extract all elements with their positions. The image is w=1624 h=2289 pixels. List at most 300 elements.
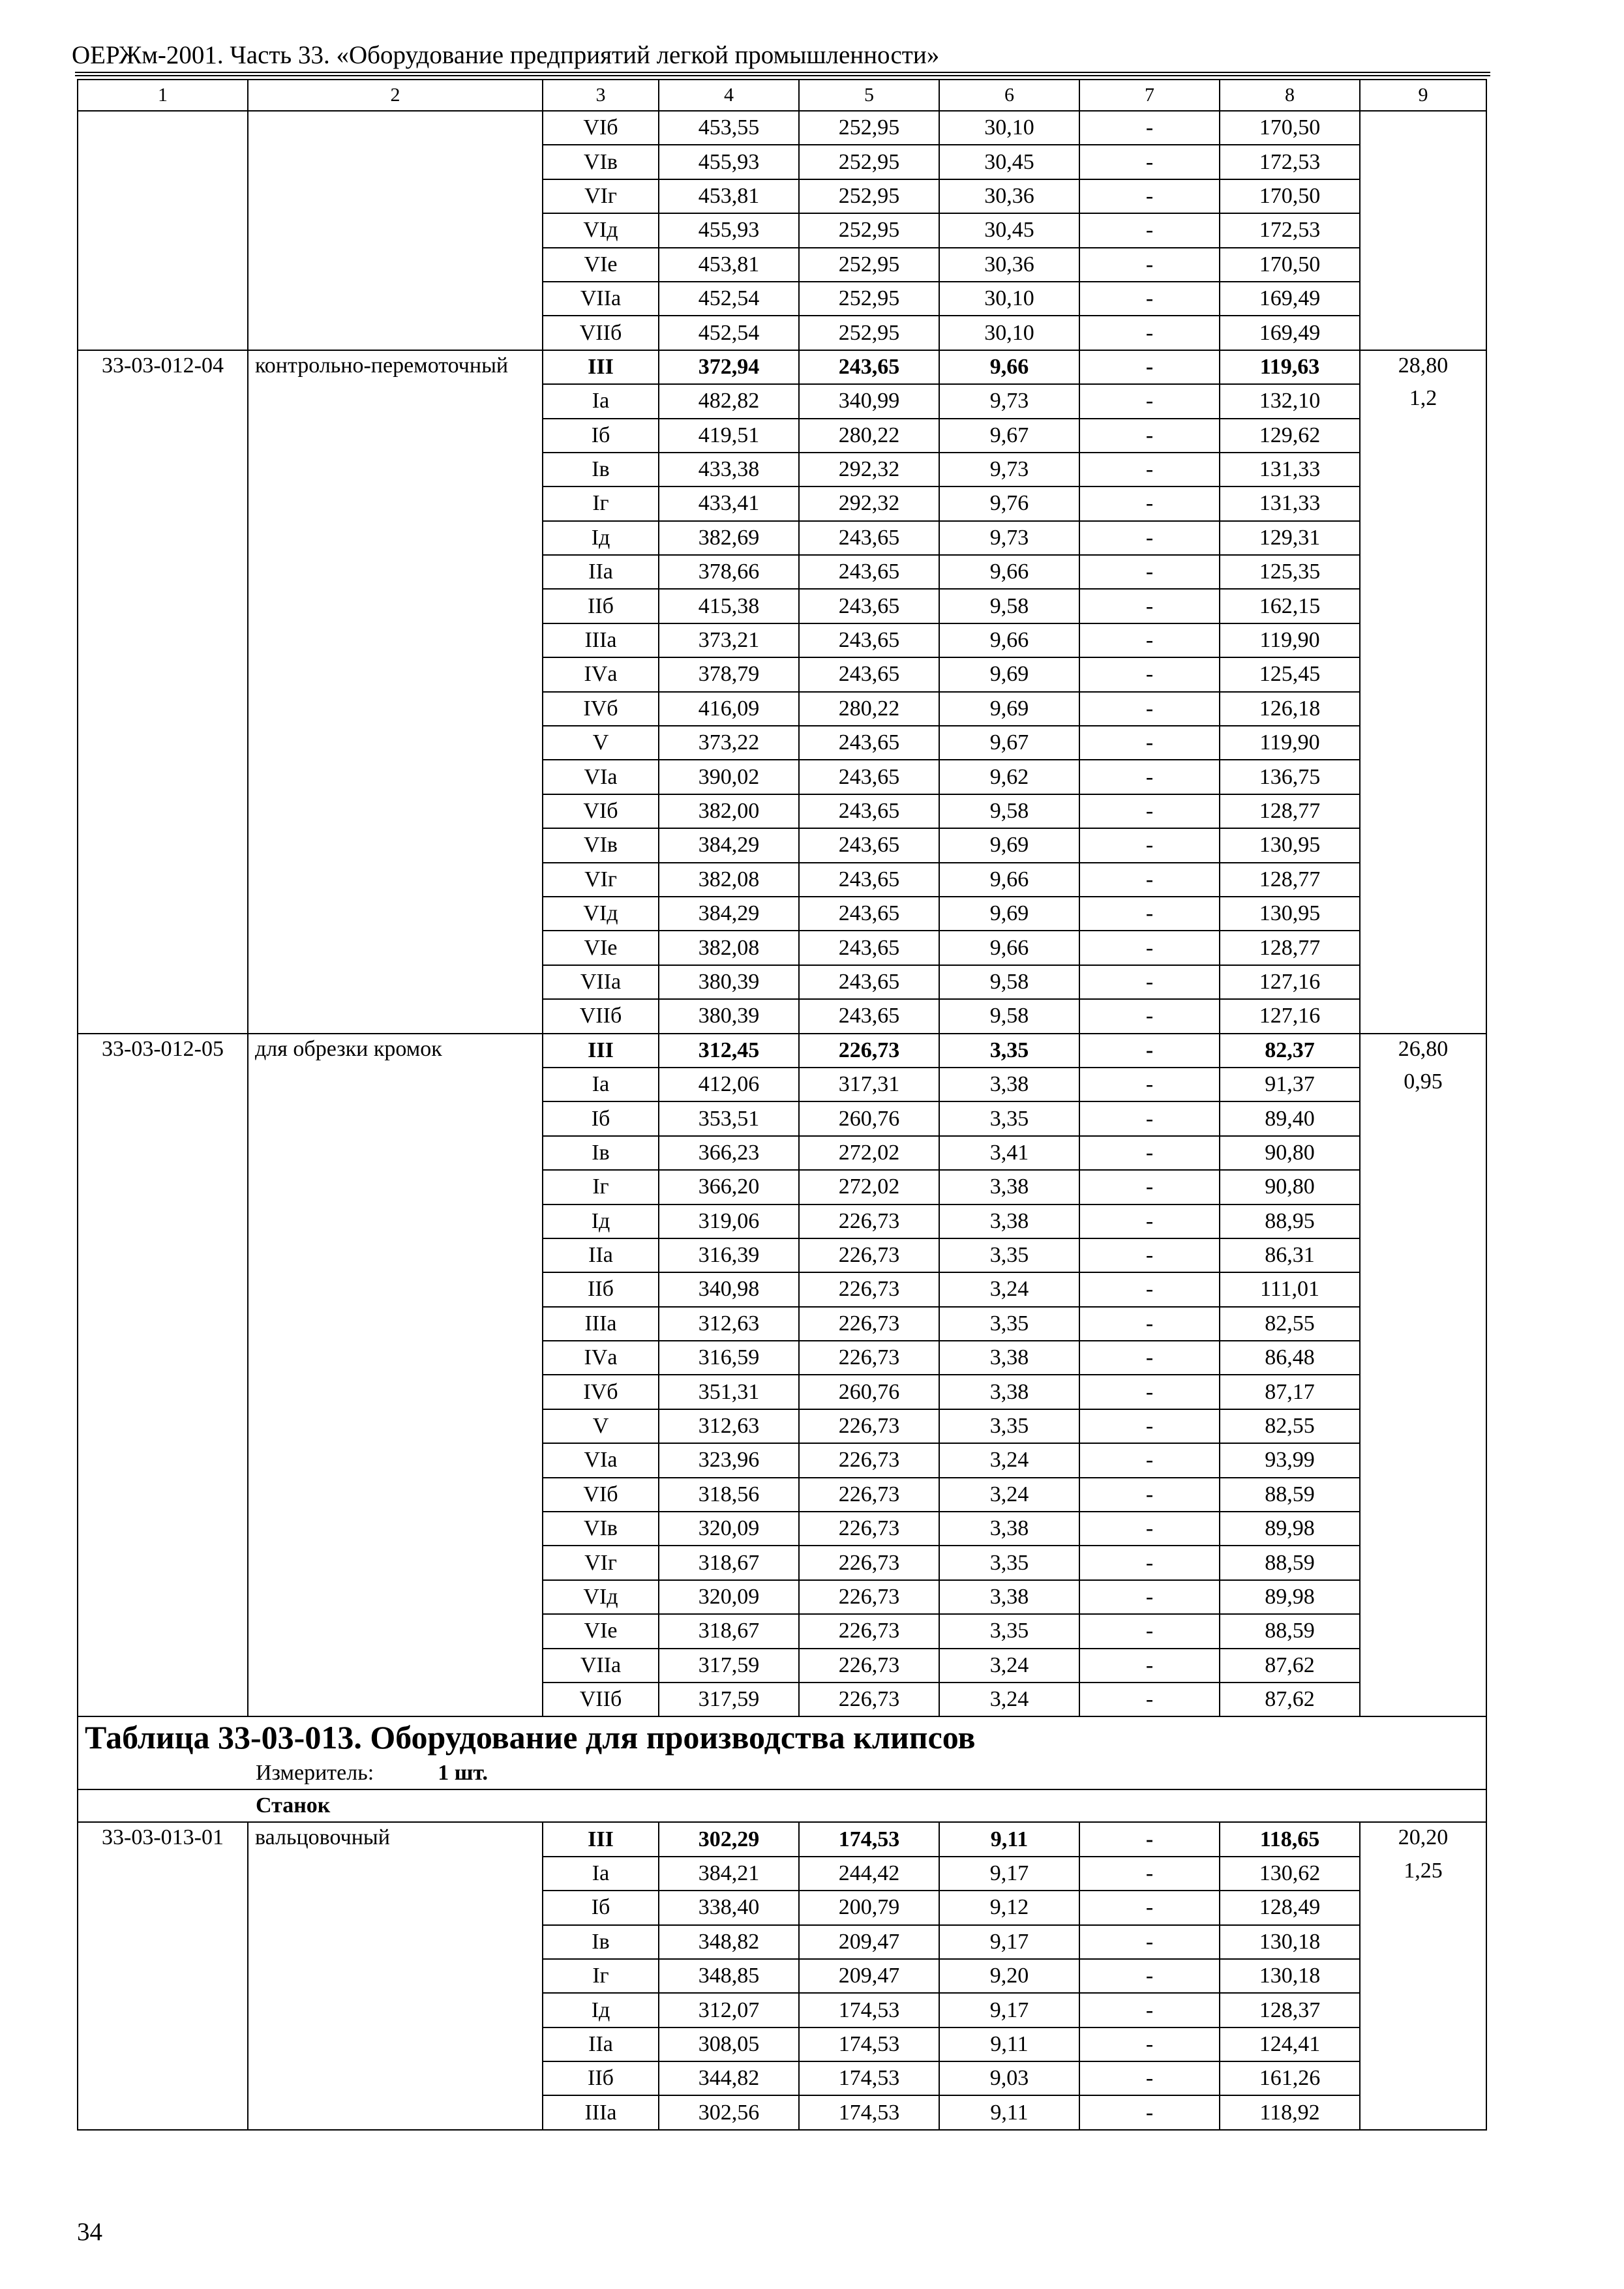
table-cell: 3,35 [939,1409,1079,1443]
table-cell: 9,03 [939,2061,1079,2095]
column9-cell [1360,1822,1486,2130]
table-cell: - [1079,2061,1220,2095]
table-cell: 226,73 [799,1204,939,1238]
table-cell: 3,35 [939,1101,1079,1135]
table-cell: VIIб [543,316,659,350]
table-cell: - [1079,1891,1220,1924]
table-cell: - [1079,897,1220,931]
column9-value: 26,80 [1398,1036,1449,1061]
table-cell: IVб [543,692,659,726]
table-cell: 172,53 [1220,213,1360,247]
table-cell: 382,00 [659,794,799,828]
table-cell: 3,38 [939,1375,1079,1409]
table-cell: 9,58 [939,965,1079,999]
table-cell: 170,50 [1220,111,1360,145]
table-cell: 132,10 [1220,384,1360,418]
table-cell: VIе [543,931,659,965]
table-cell: 243,65 [799,931,939,965]
table-cell: 9,66 [939,931,1079,965]
table-cell: 316,59 [659,1341,799,1375]
table-cell: VIд [543,213,659,247]
table-cell: - [1079,1614,1220,1648]
table-cell: 453,81 [659,179,799,213]
table-cell: 200,79 [799,1891,939,1924]
table-cell: 172,53 [1220,145,1360,179]
table-cell: 380,39 [659,965,799,999]
page-number: 34 [77,2218,102,2246]
table-cell: 9,11 [939,2095,1079,2129]
table-cell: 366,23 [659,1136,799,1170]
table-title: Таблица 33-03-013. Оборудование для производства клипсов [78,1716,1486,1758]
table-cell: IIб [543,589,659,623]
table-cell: - [1079,1580,1220,1614]
table-cell: 318,67 [659,1614,799,1648]
table-cell: III [543,350,659,384]
table-cell: 252,95 [799,145,939,179]
table-cell: 226,73 [799,1272,939,1306]
table-cell: 252,95 [799,282,939,316]
table-cell: 128,77 [1220,931,1360,965]
table-cell: 9,69 [939,692,1079,726]
table-cell: 318,56 [659,1478,799,1512]
table-cell: 260,76 [799,1375,939,1409]
table-cell: 125,35 [1220,555,1360,589]
table-cell: 317,59 [659,1683,799,1716]
table-cell: VIг [543,179,659,213]
table-cell: IIа [543,555,659,589]
table-cell: - [1079,657,1220,691]
table-cell: 91,37 [1220,1068,1360,1101]
column-number: 4 [659,80,799,111]
table-cell: 351,31 [659,1375,799,1409]
equipment-name: контрольно-перемоточный [248,350,543,1034]
table-cell: 129,62 [1220,419,1360,453]
table-cell: VIг [543,1546,659,1579]
table-cell: VIв [543,145,659,179]
table-cell: 82,55 [1220,1409,1360,1443]
table-cell: VIв [543,828,659,862]
table-cell: IVа [543,657,659,691]
table-cell: - [1079,2027,1220,2061]
table-cell: 384,21 [659,1857,799,1891]
table-cell: - [1079,760,1220,794]
table-cell: 452,54 [659,282,799,316]
table-cell: 9,20 [939,1959,1079,1993]
table-cell: VIа [543,760,659,794]
table-cell: 243,65 [799,521,939,555]
table-cell: 226,73 [799,1034,939,1068]
table-cell: 353,51 [659,1101,799,1135]
table-cell: V [543,726,659,760]
column-number: 5 [799,80,939,111]
table-cell: 170,50 [1220,179,1360,213]
table-cell: 280,22 [799,692,939,726]
table-cell: 320,09 [659,1512,799,1546]
table-cell: 226,73 [799,1614,939,1648]
table-cell: - [1079,1683,1220,1716]
table-cell: - [1079,1649,1220,1683]
table-cell: 453,81 [659,248,799,282]
table-cell: 243,65 [799,555,939,589]
table-cell: 170,50 [1220,248,1360,282]
table-cell: 453,55 [659,111,799,145]
table-cell: 130,18 [1220,1925,1360,1959]
table-cell: 88,59 [1220,1614,1360,1648]
table-cell: 312,63 [659,1409,799,1443]
table-cell: IIб [543,1272,659,1306]
table-cell: 226,73 [799,1512,939,1546]
table-cell: 433,38 [659,453,799,486]
table-cell: 373,22 [659,726,799,760]
table-cell: - [1079,1857,1220,1891]
table-cell: - [1079,213,1220,247]
table-cell: 415,38 [659,589,799,623]
table-cell: - [1079,384,1220,418]
table-cell: IIIа [543,1307,659,1341]
column9-value: 20,20 [1398,1825,1449,1850]
table-cell: - [1079,145,1220,179]
table-cell: 243,65 [799,863,939,897]
table-cell: - [1079,1238,1220,1272]
table-cell: 382,08 [659,931,799,965]
table-cell: VIб [543,1478,659,1512]
table-cell: 30,36 [939,248,1079,282]
table-cell: 9,69 [939,828,1079,862]
table-cell: 9,66 [939,623,1079,657]
table-cell: 129,31 [1220,521,1360,555]
table-cell: 3,38 [939,1204,1079,1238]
table-cell: 243,65 [799,897,939,931]
table-cell: 3,41 [939,1136,1079,1170]
name-cell [248,111,543,350]
table-cell: 260,76 [799,1101,939,1135]
table-cell: 30,36 [939,179,1079,213]
equipment-name: для обрезки кромок [248,1034,543,1717]
column-number: 9 [1360,80,1486,111]
table-cell: - [1079,179,1220,213]
measure-row [78,1758,1486,1789]
table-cell: Iд [543,1993,659,2027]
table-cell: VIе [543,248,659,282]
table-cell: VIд [543,1580,659,1614]
table-cell: - [1079,1170,1220,1204]
table-cell: 452,54 [659,316,799,350]
table-cell: 3,35 [939,1307,1079,1341]
table-cell: - [1079,1512,1220,1546]
table-cell: V [543,1409,659,1443]
table-cell: 317,31 [799,1068,939,1101]
table-cell: IIIа [543,623,659,657]
table-cell: 9,76 [939,486,1079,520]
table-cell: Iа [543,384,659,418]
table-cell: 416,09 [659,692,799,726]
table-cell: 136,75 [1220,760,1360,794]
table-cell: 89,40 [1220,1101,1360,1135]
column-numbers-row [78,80,1486,111]
table-cell: Iв [543,1925,659,1959]
table-cell: 226,73 [799,1546,939,1579]
table-cell: 3,24 [939,1272,1079,1306]
table-cell: 169,49 [1220,316,1360,350]
table-cell: VIIа [543,1649,659,1683]
table-cell: 9,11 [939,2027,1079,2061]
table-cell: 3,24 [939,1649,1079,1683]
table-cell: VIе [543,1614,659,1648]
table-cell: VIг [543,863,659,897]
table-cell: 87,17 [1220,1375,1360,1409]
table-cell: 128,77 [1220,794,1360,828]
table-cell: VIд [543,897,659,931]
table-cell: Iг [543,1170,659,1204]
table-cell: - [1079,863,1220,897]
table-cell: III [543,1034,659,1068]
table-cell: Iд [543,521,659,555]
table-row [78,111,1486,145]
table-cell: IVа [543,1341,659,1375]
table-cell: - [1079,1478,1220,1512]
table-cell: 382,69 [659,521,799,555]
table-cell: 292,32 [799,453,939,486]
table-cell: - [1079,828,1220,862]
table-cell: 88,59 [1220,1478,1360,1512]
table-cell: 9,66 [939,863,1079,897]
table-cell: - [1079,1307,1220,1341]
table-cell: 9,69 [939,657,1079,691]
table-cell: 226,73 [799,1307,939,1341]
column9-value: 28,80 [1398,353,1449,378]
column-number: 7 [1079,80,1220,111]
rate-code: 33-03-013-01 [78,1822,248,2130]
table-cell: 118,92 [1220,2095,1360,2129]
table-cell: - [1079,111,1220,145]
table-cell: 9,69 [939,897,1079,931]
table-cell: 316,39 [659,1238,799,1272]
equipment-name: вальцовочный [248,1822,543,2130]
table-cell: - [1079,999,1220,1033]
table-cell: 390,02 [659,760,799,794]
table-cell: 119,90 [1220,623,1360,657]
table-cell: 3,38 [939,1512,1079,1546]
table-cell: 308,05 [659,2027,799,2061]
table-cell: 162,15 [1220,589,1360,623]
table-cell: 319,06 [659,1204,799,1238]
table-cell: 272,02 [799,1170,939,1204]
table-cell: 9,73 [939,521,1079,555]
table-cell: 302,29 [659,1822,799,1856]
table-cell: VIа [543,1443,659,1477]
table-cell: 130,95 [1220,828,1360,862]
table-cell: 3,24 [939,1478,1079,1512]
table-cell: 30,45 [939,145,1079,179]
table-cell: 433,41 [659,486,799,520]
table-cell: 323,96 [659,1443,799,1477]
table-cell: 3,38 [939,1580,1079,1614]
table-cell: 30,10 [939,111,1079,145]
table-cell: 30,45 [939,213,1079,247]
table-cell: 366,20 [659,1170,799,1204]
table-cell: - [1079,453,1220,486]
rates-table [77,79,1487,2131]
table-cell: 9,67 [939,726,1079,760]
table-cell: VIб [543,111,659,145]
table-cell: 30,10 [939,282,1079,316]
table-cell: Iд [543,1204,659,1238]
table-cell: 243,65 [799,657,939,691]
table-cell: - [1079,1925,1220,1959]
table-cell: 89,98 [1220,1512,1360,1546]
measure-cell [78,1758,1486,1789]
table-cell: 378,79 [659,657,799,691]
column9-value: 0,95 [1404,1069,1443,1094]
column-number: 8 [1220,80,1360,111]
table-cell: 252,95 [799,111,939,145]
table-cell: III [543,1822,659,1856]
table-cell: 3,24 [939,1443,1079,1477]
table-cell: 412,06 [659,1068,799,1101]
table-cell: IIIа [543,2095,659,2129]
table-cell: 320,09 [659,1580,799,1614]
table-cell: - [1079,248,1220,282]
table-cell: Iа [543,1857,659,1891]
table-cell: 125,45 [1220,657,1360,691]
table-cell: VIIб [543,999,659,1033]
table-cell: 252,95 [799,316,939,350]
table-cell: VIIб [543,1683,659,1716]
table-cell: 9,17 [939,1925,1079,1959]
table-cell: VIв [543,1512,659,1546]
table-cell: 3,35 [939,1034,1079,1068]
table-cell: - [1079,1443,1220,1477]
table-cell: Iа [543,1068,659,1101]
table-cell: 244,42 [799,1857,939,1891]
table-cell: 130,95 [1220,897,1360,931]
table-cell: 161,26 [1220,2061,1360,2095]
table-cell: Iв [543,1136,659,1170]
table-cell: - [1079,1409,1220,1443]
table-cell: 252,95 [799,248,939,282]
table-cell: 272,02 [799,1136,939,1170]
table-cell: - [1079,1993,1220,2027]
column-number: 1 [78,80,248,111]
table-cell: 9,66 [939,555,1079,589]
table-cell: 302,56 [659,2095,799,2129]
table-cell: 226,73 [799,1409,939,1443]
table-cell: 87,62 [1220,1649,1360,1683]
table-cell: 243,65 [799,999,939,1033]
table-cell: 344,82 [659,2061,799,2095]
table-cell: 9,58 [939,589,1079,623]
table-cell: 384,29 [659,897,799,931]
table-row [78,1822,1486,1856]
measure-value: 1 шт. [438,1761,489,1786]
table-cell: 252,95 [799,213,939,247]
table-cell: 82,55 [1220,1307,1360,1341]
table-cell: 127,16 [1220,965,1360,999]
table-cell: 3,35 [939,1614,1079,1648]
table-cell: 87,62 [1220,1683,1360,1716]
table-cell: 280,22 [799,419,939,453]
table-cell: 9,73 [939,453,1079,486]
table-cell: 226,73 [799,1478,939,1512]
section-row [78,1789,1486,1822]
table-cell: 292,32 [799,486,939,520]
table-cell: - [1079,521,1220,555]
table-cell: 30,10 [939,316,1079,350]
table-cell: 9,58 [939,794,1079,828]
table-cell: - [1079,794,1220,828]
column-number: 2 [248,80,543,111]
table-cell: 243,65 [799,623,939,657]
table-cell: 131,33 [1220,486,1360,520]
table-cell: 124,41 [1220,2027,1360,2061]
table-cell: IIа [543,2027,659,2061]
table-cell: 9,11 [939,1822,1079,1856]
table-cell: - [1079,419,1220,453]
column9-value: 1,2 [1409,386,1437,411]
table-cell: 119,63 [1220,350,1360,384]
table-title-row [78,1716,1486,1758]
table-cell: 88,59 [1220,1546,1360,1579]
section-heading: Станок [256,1793,331,1818]
table-cell: 340,99 [799,384,939,418]
rate-code: 33-03-012-05 [78,1034,248,1717]
table-cell: - [1079,589,1220,623]
table-cell: Iб [543,419,659,453]
column9-cell [1360,350,1486,1034]
table-cell: 131,33 [1220,453,1360,486]
table-cell: 243,65 [799,350,939,384]
table-cell: 127,16 [1220,999,1360,1033]
table-cell: IVб [543,1375,659,1409]
table-cell: - [1079,1822,1220,1856]
table-cell: 226,73 [799,1580,939,1614]
column-number: 6 [939,80,1079,111]
table-cell: 9,73 [939,384,1079,418]
table-cell: 88,95 [1220,1204,1360,1238]
table-cell: 373,21 [659,623,799,657]
document-header: ОЕРЖм-2001. Часть 33. «Оборудование предприятий легкой промышленности» [72,41,940,69]
section-cell [78,1789,1486,1822]
table-cell: 90,80 [1220,1170,1360,1204]
table-cell: - [1079,1034,1220,1068]
table-cell: - [1079,1546,1220,1579]
table-cell: 93,99 [1220,1443,1360,1477]
table-cell: 3,35 [939,1546,1079,1579]
table-cell: 226,73 [799,1443,939,1477]
table-cell: - [1079,282,1220,316]
table-cell: 348,82 [659,1925,799,1959]
table-cell: 174,53 [799,2027,939,2061]
table-cell: 130,18 [1220,1959,1360,1993]
table-cell: Iб [543,1101,659,1135]
table-cell: 226,73 [799,1341,939,1375]
table-cell: 9,17 [939,1857,1079,1891]
table-cell: Iв [543,453,659,486]
table-cell: - [1079,350,1220,384]
table-cell: - [1079,2095,1220,2129]
table-cell: 169,49 [1220,282,1360,316]
column9-cell [1360,111,1486,350]
table-cell: 455,93 [659,213,799,247]
table-cell: Iг [543,1959,659,1993]
table-cell: 243,65 [799,726,939,760]
table-cell: 312,63 [659,1307,799,1341]
table-cell: 243,65 [799,589,939,623]
table-cell: 312,45 [659,1034,799,1068]
table-cell: 119,90 [1220,726,1360,760]
table-cell: 3,24 [939,1683,1079,1716]
header-rule [75,72,1490,76]
